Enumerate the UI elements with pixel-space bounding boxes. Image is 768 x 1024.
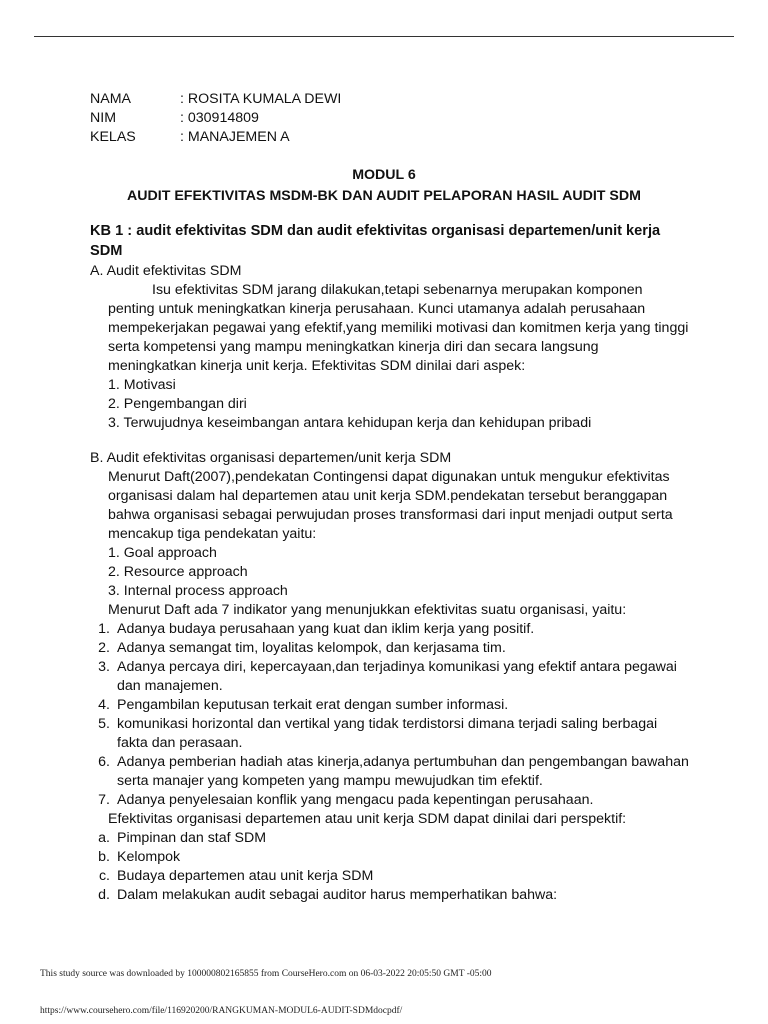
list-text: Adanya semangat tim, loyalitas kelompok, dan kerjasama tim. (117, 640, 506, 656)
identity-value: : ROSITA KUMALA DEWI (180, 91, 342, 107)
identity-label: NAMA (90, 91, 131, 107)
list-letter: d. (98, 887, 110, 903)
list-letter: a. (98, 830, 110, 846)
list-text: Adanya pemberian hadiah atas kinerja,adanya pertumbuhan dan pengembangan bawahan serta manajer yang kompeten yang mampu mewujudkan tim efektif. (117, 754, 689, 789)
list-text: Adanya penyelesaian konflik yang mengacu pada kepentingan perusahaan. (117, 792, 594, 808)
approach-item: 1. Goal approach (108, 545, 217, 561)
identity-value: : MANAJEMEN A (180, 129, 290, 145)
section-a-item: 3. Terwujudnya keseimbangan antara kehidupan kerja dan kehidupan pribadi (108, 415, 592, 431)
identity-value: : 030914809 (180, 110, 259, 126)
identity-nim-row (90, 109, 690, 128)
list-number: 6. (98, 754, 110, 770)
list-text: Pengambilan keputusan terkait erat dengan sumber informasi. (117, 697, 509, 713)
indicator-item (90, 696, 690, 715)
indicator-item (90, 753, 690, 791)
list-text: Dalam melakukan audit sebagai auditor harus memperhatikan bahwa: (117, 887, 558, 903)
spacer (90, 433, 690, 449)
perspective-item (90, 848, 690, 867)
list-text: Pimpinan dan staf SDM (117, 830, 267, 846)
list-number: 4. (98, 697, 110, 713)
indicator-item (90, 658, 690, 696)
list-number: 3. (98, 659, 110, 675)
perspective-list (90, 829, 690, 905)
approach-item: 3. Internal process approach (108, 583, 288, 599)
list-number: 1. (98, 621, 110, 637)
perspective-item (90, 829, 690, 848)
perspective-intro: Efektivitas organisasi departemen atau unit kerja SDM dapat dinilai dari perspektif: (108, 811, 627, 827)
identity-label: KELAS (90, 129, 136, 145)
indicator-item (90, 620, 690, 639)
list-letter: c. (98, 868, 110, 884)
indicator-list (90, 620, 690, 810)
download-note: This study source was downloaded by 100000802165855 from CourseHero.com on 06-03-2022 20:05:50 GMT -05:00 (40, 969, 492, 979)
indicator-item (90, 715, 690, 753)
approach-item: 2. Resource approach (108, 564, 248, 580)
indicator-item (90, 791, 690, 810)
indicator-intro: Menurut Daft ada 7 indikator yang menunjukkan efektivitas suatu organisasi, yaitu: (108, 602, 627, 618)
kb-heading: KB 1 : audit efektivitas SDM dan audit efektivitas organisasi departemen/unit kerja SDM (90, 223, 661, 259)
perspective-item (90, 867, 690, 886)
section-b-paragraph: Menurut Daft(2007),pendekatan Contingensi dapat digunakan untuk mengukur efektivitas organisasi dalam hal departemen atau unit kerja SDM.pendekatan tersebut beranggapan bahwa organisasi sebagai perwujudan proses transformasi dari input menjadi output serta mencakup tiga pendekatan yaitu: (108, 469, 673, 542)
identity-label: NIM (90, 110, 117, 126)
section-a-paragraph: Isu efektivitas SDM jarang dilakukan,tetapi sebenarnya merupakan komponen penting untuk meningkatkan kinerja perusahaan. Kunci utamanya adalah perusahaan mempekerjakan pegawai yang efektif,yang memiliki motivasi dan komitmen kerja yang tinggi serta kompetensi yang mampu meningkatkan kinerja diri dan secara langsung meningkatkan kinerja unit kerja. Efektivitas SDM dinilai dari aspek: (108, 282, 689, 374)
list-number: 5. (98, 716, 110, 732)
list-text: Kelompok (117, 849, 181, 865)
top-divider (34, 36, 734, 37)
list-text: Budaya departemen atau unit kerja SDM (117, 868, 374, 884)
perspective-item (90, 886, 690, 905)
list-number: 2. (98, 640, 110, 656)
indicator-item (90, 639, 690, 658)
list-letter: b. (98, 849, 110, 865)
module-subtitle: AUDIT EFEKTIVITAS MSDM-BK DAN AUDIT PELAPORAN HASIL AUDIT SDM (127, 188, 641, 204)
module-title: MODUL 6 (352, 167, 416, 183)
list-text: Adanya budaya perusahaan yang kuat dan iklim kerja yang positif. (117, 621, 535, 637)
section-a-item: 2. Pengembangan diri (108, 396, 247, 412)
identity-name-row (90, 90, 690, 109)
document-body (90, 90, 690, 905)
section-a-item: 1. Motivasi (108, 377, 176, 393)
section-a-heading: A. Audit efektivitas SDM (90, 263, 242, 279)
list-number: 7. (98, 792, 110, 808)
section-b-heading: B. Audit efektivitas organisasi departemen/unit kerja SDM (90, 450, 452, 466)
source-url[interactable]: https://www.coursehero.com/file/116920200/RANGKUMAN-MODUL6-AUDIT-SDMdocpdf/ (40, 1006, 403, 1016)
list-text: Adanya percaya diri, kepercayaan,dan terjadinya komunikasi yang efektif antara pegawai dan manajemen. (117, 659, 677, 694)
list-text: komunikasi horizontal dan vertikal yang tidak terdistorsi dimana terjadi saling berbagai fakta dan perasaan. (117, 716, 658, 751)
identity-class-row (90, 128, 690, 147)
